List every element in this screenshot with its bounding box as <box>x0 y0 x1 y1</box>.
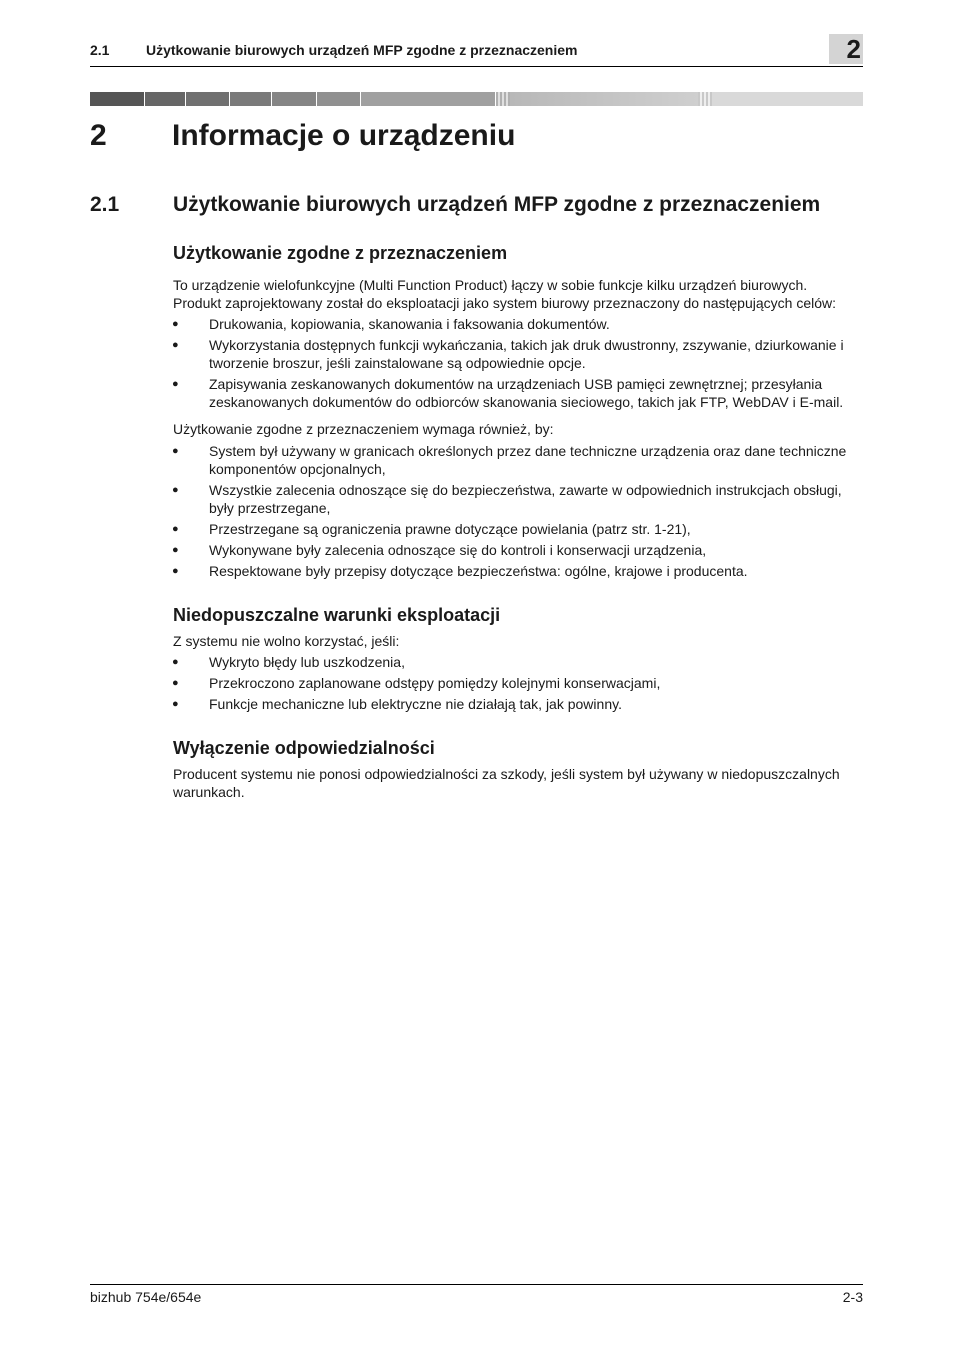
chapter-title: Informacje o urządzeniu <box>172 119 516 152</box>
list-item: ● Drukowania, kopiowania, skanowania i faksowania dokumentów. <box>172 316 610 332</box>
prohibited-intro: Z systemu nie wolno korzystać, jeśli: <box>173 633 400 649</box>
disclaimer-heading: Wyłączenie odpowiedzialności <box>173 738 435 758</box>
page-footer <box>90 1284 863 1306</box>
list-item: ● Przekroczono zaplanowane odstępy pomiędzy kolejnymi konserwacjami, <box>172 675 661 691</box>
chapter-tab: 2 <box>829 34 863 64</box>
list-item: ● Wszystkie zalecenia odnoszące się do bezpieczeństwa, zawarte w odpowiednich instrukcjach obsługi, były przestrzegane, <box>172 482 842 516</box>
intended-use-intro-line2: Produkt zaprojektowany został do eksploatacji jako system biurowy przeznaczony do następujących celów: <box>173 295 837 311</box>
page-content <box>173 240 863 801</box>
chapter-number: 2 <box>90 119 107 152</box>
prohibited-heading: Niedopuszczalne warunki eksploatacji <box>173 605 501 625</box>
footer-product: bizhub 754e/654e <box>90 1289 202 1305</box>
requirements-list <box>173 442 863 580</box>
decorative-bar <box>90 92 863 106</box>
list-item: ● Respektowane były przepisy dotyczące bezpieczeństwa: ogólne, krajowe i producenta. <box>172 563 748 579</box>
requirements-intro: Użytkowanie zgodne z przeznaczeniem wymaga również, by: <box>173 421 554 437</box>
list-item: ● Zapisywania zeskanowanych dokumentów na urządzeniach USB pamięci zewnętrznej; przesyłania zeskanowanych dokumentów do odbiorców skanowania sieciowego, takich jak FTP, WebDAV i E-mail. <box>172 376 844 410</box>
header-section-number: 2.1 <box>90 42 110 58</box>
chapter-heading <box>90 118 515 154</box>
section-number: 2.1 <box>90 193 120 216</box>
intended-use-intro-line1: To urządzenie wielofunkcyjne (Multi Function Product) łączy w sobie funkcje kilku urządzeń biurowych. <box>173 277 808 293</box>
section-heading <box>90 191 820 219</box>
list-item: ● Przestrzegane są ograniczenia prawne dotyczące powielania (patrz str. 1-21), <box>172 521 691 537</box>
intended-use-heading: Użytkowanie zgodne z przeznaczeniem <box>173 243 508 263</box>
list-item: ● Wykonywane były zalecenia odnoszące się do kontroli i konserwacji urządzenia, <box>172 542 707 558</box>
list-item: ● System był używany w granicach określonych przez dane techniczne urządzenia oraz dane techniczne komponentów opcjonalnych, <box>172 443 847 477</box>
list-item: ● Wykorzystania dostępnych funkcji wykańczania, takich jak druk dwustronny, zszywanie, dziurkowanie i tworzenie broszur, jeśli zainstalowane są odpowiednie opcje. <box>172 337 844 371</box>
section-title: Użytkowanie biurowych urządzeń MFP zgodne z przeznaczeniem <box>173 193 821 216</box>
list-item: ● Wykryto błędy lub uszkodzenia, <box>172 654 405 670</box>
header-section-title: Użytkowanie biurowych urządzeń MFP zgodne z przeznaczeniem <box>146 42 578 58</box>
footer-page-number: 2-3 <box>842 1289 863 1305</box>
running-header <box>90 34 863 67</box>
list-item: ● Funkcje mechaniczne lub elektryczne nie działają tak, jak powinny. <box>172 696 622 712</box>
prohibited-list <box>173 653 863 713</box>
purpose-list <box>173 315 863 411</box>
disclaimer-text: Producent systemu nie ponosi odpowiedzialności za szkody, jeśli system był używany w niedopuszczalnych warunkach. <box>173 766 840 800</box>
